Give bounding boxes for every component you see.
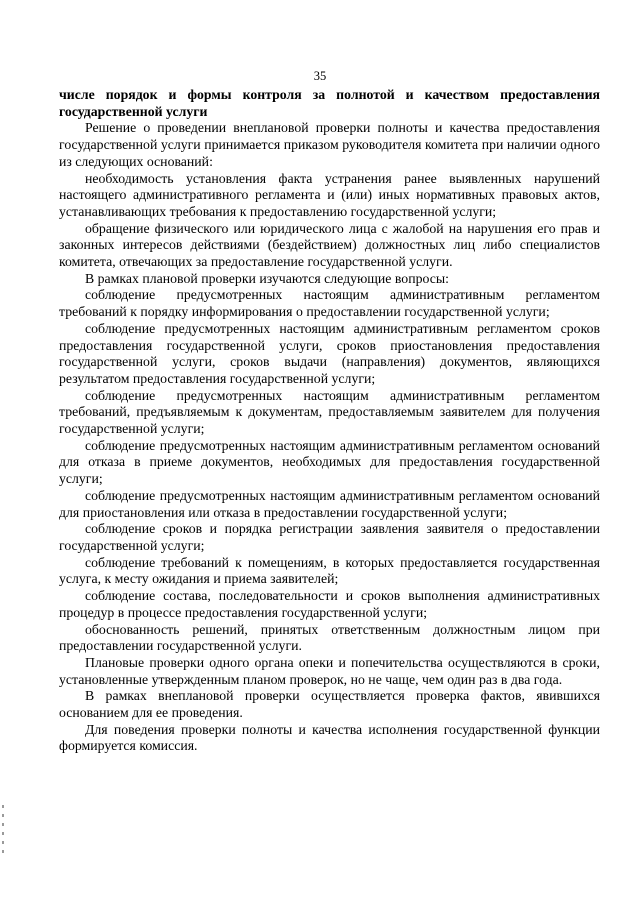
document-body <box>59 87 600 755</box>
paragraph-item-procedures: соблюдение состава, последовательности и сроков выполнения административных процедур в процессе предоставления государственной услуги; <box>59 588 600 620</box>
paragraph-item-document-requirements: соблюдение предусмотренных настоящим административным регламентом требований, предъявляемым к документам, предоставляемым заявителем для получения государственной услуги; <box>59 387 600 437</box>
paragraph-ground-complaint: обращение физического или юридического лица с жалобой на нарушения его прав и законных интересов действиями (бездействием) должностных лиц либо специалистов комитета, отвечающих за предоставление государственной услуги. <box>59 220 600 270</box>
paragraph-unscheduled-inspection-decision: Решение о проведении внеплановой проверки полноты и качества предоставления государственной услуги принимается приказом руководителя комитета при наличии одного из следующих оснований: <box>59 120 600 169</box>
paragraph-item-premises: соблюдение требований к помещениям, в которых предоставляется государственная услуга, к месту ожидания и приема заявителей; <box>59 554 600 587</box>
paragraph-scheduled-inspection-intro: В рамках плановой проверки изучаются следующие вопросы: <box>85 270 449 286</box>
page-number: 35 <box>313 69 327 83</box>
section-heading-continuation: числе порядок и формы контроля за полнотой и качеством предоставления государственной услуги <box>59 87 600 119</box>
paragraph-item-informing: соблюдение предусмотренных настоящим административным регламентом требований к порядку информирования о предоставлении государственной услуги; <box>59 287 600 320</box>
paragraph-unscheduled-scope: В рамках внеплановой проверки осуществляется проверка фактов, явившихся основанием для ее проведения. <box>59 688 600 721</box>
paragraph-scheduled-frequency: Плановые проверки одного органа опеки и попечительства осуществляются в сроки, установленные утвержденным планом проверок, но не чаще, чем один раз в два года. <box>59 654 600 687</box>
paragraph-item-deadlines: соблюдение предусмотренных настоящим административным регламентом сроков предоставления государственной услуги, сроков приостановления предоставления государственной услуги, сроков выдачи (направления) документов, являющихся результатом предоставления государственной услуги; <box>59 320 600 386</box>
paragraph-item-registration: соблюдение сроков и порядка регистрации заявления заявителя о предоставлении государственной услуги; <box>59 521 600 553</box>
paragraph-ground-violations-elimination: необходимость установления факта устранения ранее выявленных нарушений настоящего административного регламента и (или) иных нормативных правовых актов, устанавливающих требования к предоставлению государственной услуги; <box>59 170 600 219</box>
paragraph-item-suspension-grounds: соблюдение предусмотренных настоящим административным регламентом оснований для приостановления или отказа в предоставлении государственной услуги; <box>59 487 600 520</box>
paragraph-commission: Для поведения проверки полноты и качества исполнения государственной функции формируется комиссия. <box>59 721 600 754</box>
paragraph-item-refusal-grounds: соблюдение предусмотренных настоящим административным регламентом оснований для отказа в приеме документов, необходимых для предоставления государственной услуги; <box>59 437 600 487</box>
scan-edge-marks <box>2 805 6 865</box>
paragraph-item-decisions: обоснованность решений, принятых ответственным должностным лицом при предоставлении государственной услуги. <box>59 621 600 654</box>
